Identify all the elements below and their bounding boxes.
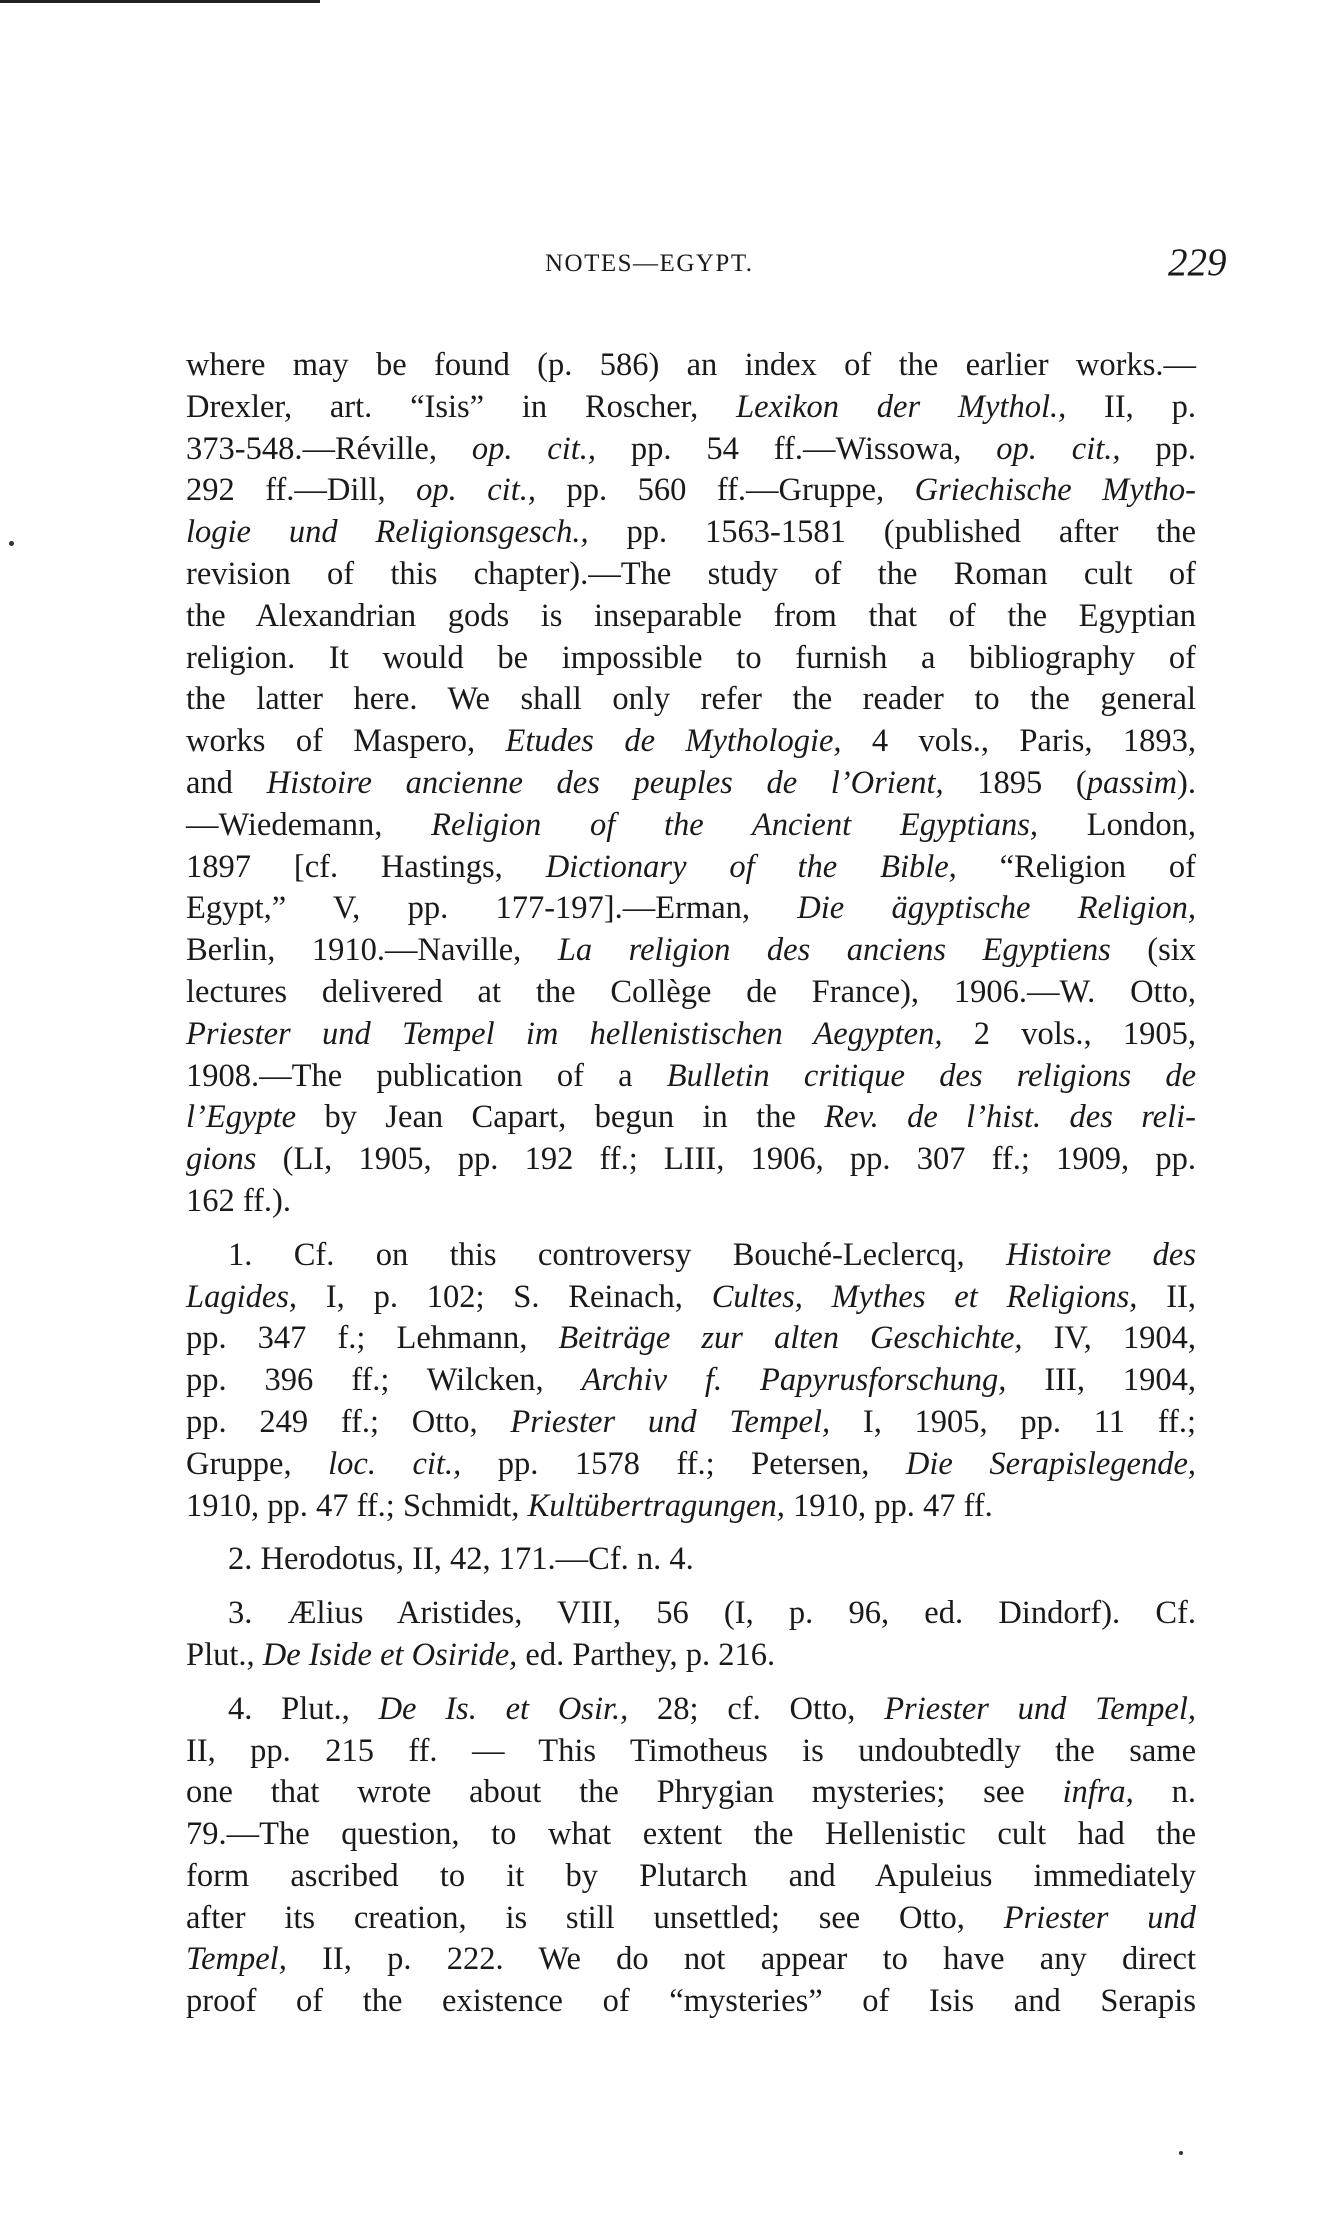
italic-text: Lexikon der Mythol., [736,388,1067,425]
text-run: I, 1905, pp. 11 ff.; [830,1403,1196,1440]
running-head: NOTES—EGYPT. [545,250,754,277]
text-run: 1908.—The publication of a [186,1057,667,1094]
text-run: 1. Cf. on this controversy Bouché-Leclercq, [228,1236,1006,1273]
text-run: pp. 560 ff.—Gruppe, [535,472,915,509]
text-run: the Alexandrian gods is inseparable from that of the Egyptian [186,597,1196,634]
italic-text: Priester und Tempel, [510,1403,831,1440]
italic-text: l’Egypte [186,1099,297,1136]
italic-text: De Is. et Osir., [378,1690,629,1727]
text-line [186,638,1196,680]
text-run: Berlin, 1910.—Naville, [186,932,558,969]
text-run: IV, 1904, [1022,1320,1196,1357]
text-run: —Wiedemann, [186,806,432,843]
italic-text: Rev. de l’hist. des reli- [824,1099,1196,1136]
text-line [186,596,1196,638]
text-run: pp. 249 ff.; Otto, [186,1403,511,1440]
text-run: pp. 347 f.; Lehmann, [186,1320,559,1357]
text-line [186,554,1196,596]
italic-text: Archiv f. Papyrusforschung, [581,1362,1007,1399]
text-run: where may be found (p. 586) an index of the earlier works.— [186,347,1196,383]
text-line [186,847,1196,889]
italic-text: op. cit., [416,472,536,509]
text-line [186,1689,1196,1731]
text-run: pp. 396 ff.; Wilcken, [186,1362,582,1399]
text-run: lectures delivered at the Collège de France), 1906.—W. Otto, [186,973,1196,1010]
text-run: Egypt,” V, pp. 177-197].—Erman, [186,890,798,927]
italic-text: op. cit., [996,430,1121,467]
text-line [186,1402,1196,1444]
text-line [186,1277,1196,1319]
italic-text: Histoire ancienne des peuples de l’Orient, [266,764,944,801]
text-run: 4 vols., Paris, 1893, [841,723,1196,760]
italic-text: Bulletin critique des religions de [666,1057,1196,1094]
text-run: II, [1137,1278,1196,1315]
italic-text: logie und Religionsgesch., [186,514,589,551]
text-line [186,805,1196,847]
italic-text: Etudes de Mythologie, [505,723,842,760]
italic-text: De Iside et Osiride, [262,1636,518,1673]
text-line [186,1981,1196,2023]
text-line [186,1939,1196,1981]
text-run: by Jean Capart, begun in the [296,1099,825,1136]
text-line [186,1635,1196,1677]
body-text [186,345,1196,2023]
text-run: one that wrote about the Phrygian mysteries; see [186,1774,1063,1811]
text-run: and [186,764,267,801]
italic-text: Die ägyptische Religion, [797,890,1196,927]
text-run: Gruppe, [186,1445,329,1482]
italic-text: Priester und [1003,1899,1196,1936]
italic-text: Lagides, [186,1278,298,1315]
text-run: 292 ff.—Dill, [186,472,417,509]
text-line [186,1731,1196,1773]
text-run: after its creation, is still unsettled; see Otto, [186,1899,1004,1936]
italic-text: infra, [1062,1774,1134,1811]
text-line [186,1056,1196,1098]
text-run: 28; cf. Otto, [628,1690,885,1727]
top-rule [0,0,320,3]
text-run: form ascribed to it by Plutarch and Apuleius immediately [186,1857,1196,1894]
text-run: I, p. 102; S. Reinach, [297,1278,712,1315]
text-run: (LI, 1905, pp. 192 ff.; LIII, 1906, pp. 307 ff.; 1909, pp. [256,1141,1196,1178]
text-line [186,1235,1196,1277]
italic-text: Beiträge zur alten Geschichte, [558,1320,1023,1357]
text-run: proof of the existence of “mysteries” of Isis and Serapis [186,1983,1196,2020]
text-line [186,1014,1196,1056]
text-run: Drexler, art. “Isis” in Roscher, [186,388,737,425]
text-line [186,763,1196,805]
text-run: pp. [1120,430,1197,467]
italic-text: Priester und Tempel im hellenistischen Aegypten, [186,1015,943,1052]
text-run: 162 ff.). [186,1182,292,1219]
italic-text: Die Serapislegende, [905,1445,1196,1482]
text-run: ). [1177,764,1196,801]
text-line [186,1318,1196,1360]
text-run: III, 1904, [1006,1362,1196,1399]
text-line [186,679,1196,721]
italic-text: Griechische Mytho- [914,472,1196,509]
text-run: ed. Parthey, p. 216. [517,1636,776,1673]
text-run: II, p. 222. We do not appear to have any direct [286,1941,1196,1978]
text-line [186,1486,1196,1528]
italic-text: Cultes, Mythes et Religions, [711,1278,1138,1315]
text-line [186,1593,1196,1635]
text-run: works of Maspero, [186,723,506,760]
text-line [186,1444,1196,1486]
italic-text: Priester und Tempel, [884,1690,1197,1727]
text-line [186,1539,1196,1581]
text-line [186,1772,1196,1814]
ink-speck [9,541,14,546]
text-run: 4. Plut., [228,1690,379,1727]
text-run: 373-548.—Réville, [186,430,472,467]
text-line [186,1097,1196,1139]
italic-text: Tempel, [186,1941,287,1978]
italic-text: op. cit., [471,430,597,467]
page-number: 229 [1168,241,1227,284]
text-line [186,1856,1196,1898]
text-run: pp. 1563-1581 (published after the [588,514,1197,551]
text-line [186,1360,1196,1402]
text-line [186,470,1196,512]
italic-text: Religion of the Ancient Egyptians, [431,806,1038,843]
text-line [186,930,1196,972]
text-line [186,972,1196,1014]
text-run: the latter here. We shall only refer the reader to the general [186,681,1196,718]
text-run: 2 vols., 1905, [942,1015,1197,1052]
text-run: 1897 [cf. Hastings, [186,848,546,885]
text-run: 2. Herodotus, II, 42, 171.—Cf. n. 4. [228,1541,694,1578]
text-line [186,512,1196,554]
text-run: 79.—The question, to what extent the Hellenistic cult had the [186,1816,1196,1853]
italic-text: Histoire des [1005,1236,1196,1273]
italic-text: Kultübertragungen, [527,1487,785,1524]
text-run: 1910, pp. 47 ff. [784,1487,993,1524]
text-line [186,429,1196,471]
text-run: n. [1133,1774,1196,1811]
text-run: London, [1038,806,1196,843]
italic-text: passim [1086,764,1178,801]
text-line [186,1181,1196,1223]
text-run: 1910, pp. 47 ff.; Schmidt, [186,1487,528,1524]
text-run: pp. 54 ff.—Wissowa, [596,430,997,467]
italic-text: loc. cit., [328,1445,462,1482]
text-run: (six [1110,932,1196,969]
text-run: 1895 ( [943,764,1087,801]
text-run: II, p. [1066,388,1196,425]
text-run: II, pp. 215 ff. — This Timotheus is undoubtedly the same [186,1732,1196,1769]
italic-text: gions [186,1141,257,1178]
text-line [186,345,1196,387]
text-line [186,1898,1196,1940]
text-line [186,1814,1196,1856]
text-run: revision of this chapter).—The study of the Roman cult of [186,555,1196,592]
text-run: 3. Ælius Aristides, VIII, 56 (I, p. 96, ed. Dindorf). Cf. [228,1595,1196,1632]
ink-speck [1179,2151,1183,2155]
text-line [186,1139,1196,1181]
italic-text: Dictionary of the Bible, [545,848,957,885]
text-run: religion. It would be impossible to furnish a bibliography of [186,639,1196,676]
text-run: “Religion of [956,848,1196,885]
text-run: Plut., [186,1636,263,1673]
text-line [186,387,1196,429]
italic-text: La religion des anciens Egyptiens [557,932,1111,969]
text-line [186,888,1196,930]
text-line [186,721,1196,763]
text-run: pp. 1578 ff.; Petersen, [461,1445,906,1482]
